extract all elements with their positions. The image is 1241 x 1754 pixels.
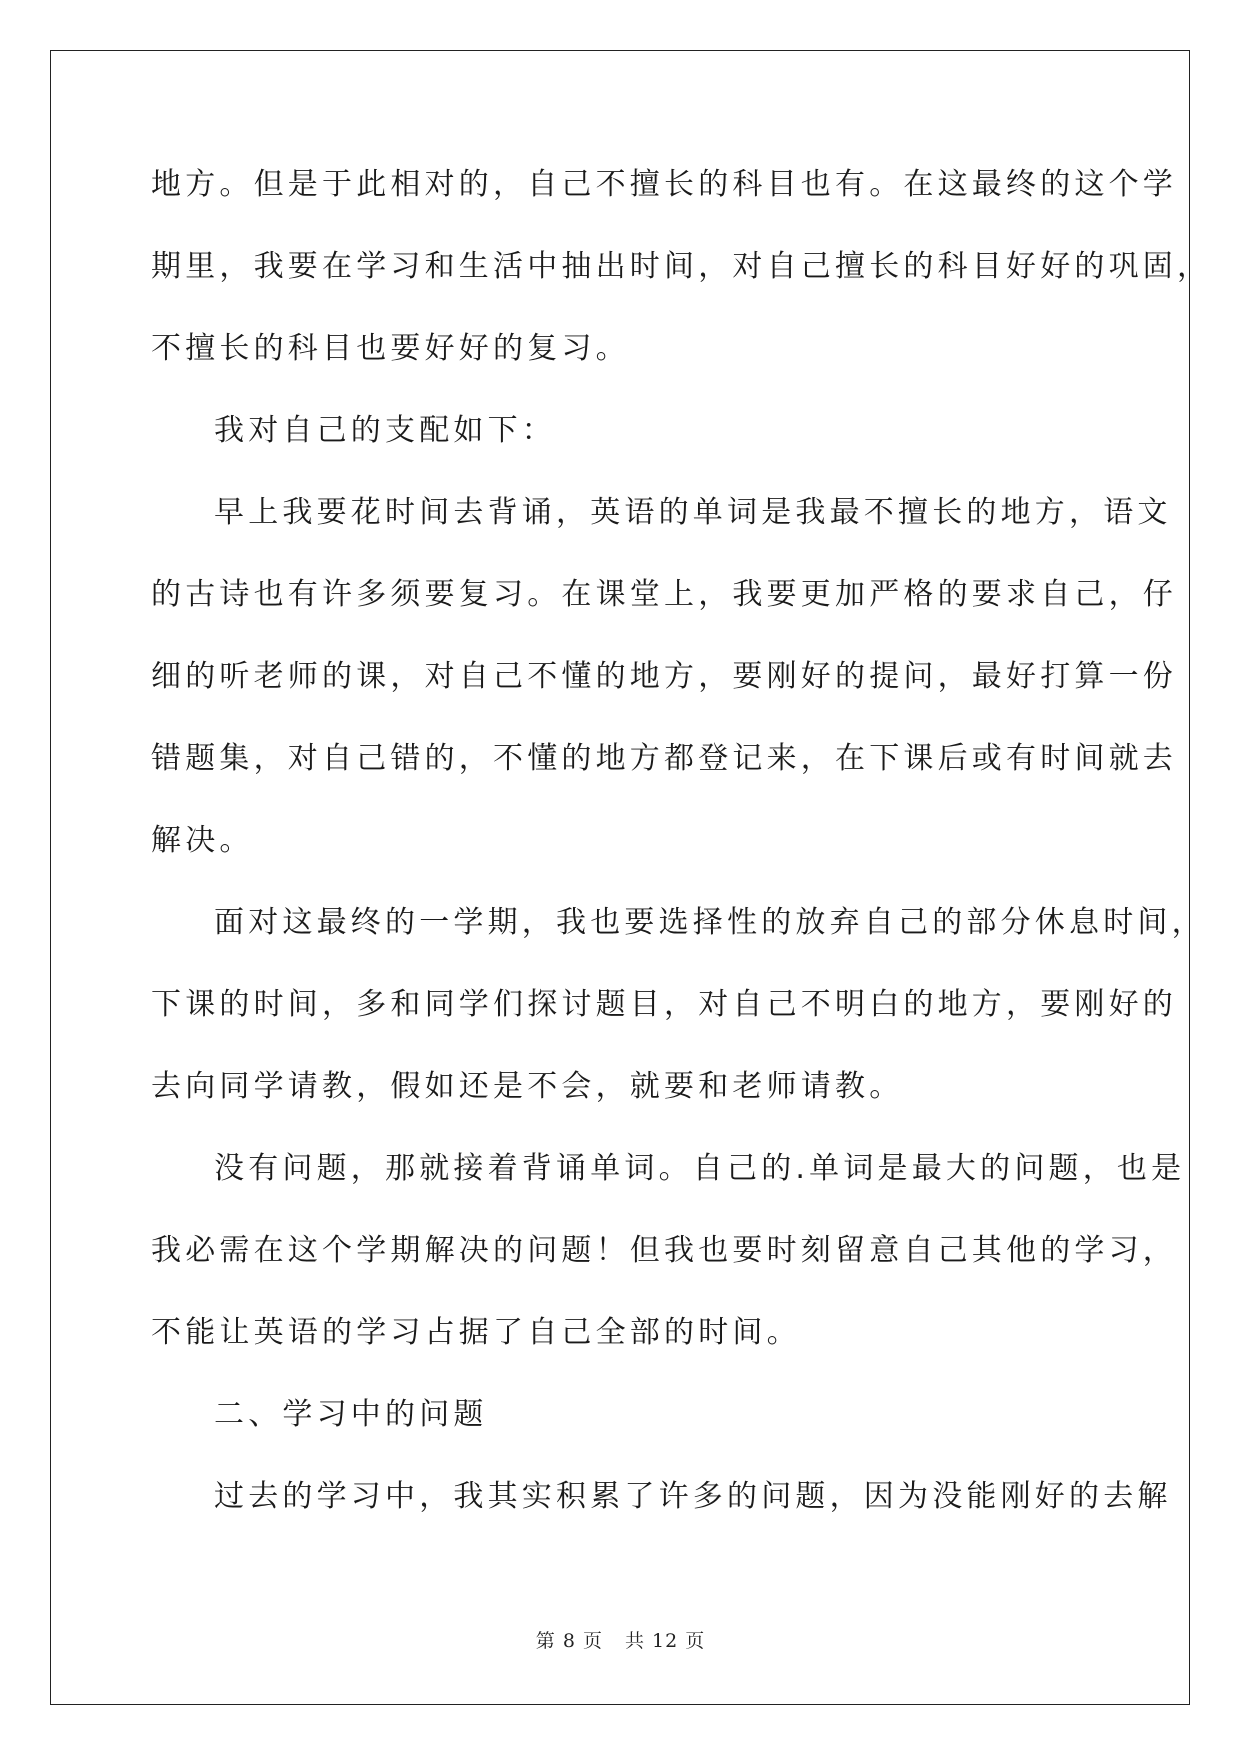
text-line: 错题集，对自己错的，不懂的地方都登记来，在下课后或有时间就去 <box>151 741 1177 776</box>
page-total: 共 12 页 <box>624 1630 706 1652</box>
document-body <box>151 160 1212 1554</box>
text-line: 没有问题，那就接着背诵单词。自己的.单词是最大的问题，也是 <box>214 1151 1186 1186</box>
text-line: 我必需在这个学期解决的问题！但我也要时刻留意自己其他的学习， <box>151 1233 1177 1268</box>
section-heading: 二、学习中的问题 <box>214 1397 488 1432</box>
text-line: 地方。但是于此相对的，自己不擅长的科目也有。在这最终的这个学 <box>151 167 1177 202</box>
text-line: 不能让英语的学习占据了自己全部的时间。 <box>151 1315 801 1350</box>
text-line: 细的听老师的课，对自己不懂的地方，要刚好的提问，最好打算一份 <box>151 659 1177 694</box>
text-line: 的古诗也有许多须要复习。在课堂上，我要更加严格的要求自己，仔 <box>151 577 1177 612</box>
text-line: 下课的时间，多和同学们探讨题目，对自己不明白的地方，要刚好的 <box>151 987 1177 1022</box>
page-number: 第 8 页 <box>535 1630 603 1652</box>
text-line: 去向同学请教，假如还是不会，就要和老师请教。 <box>151 1069 904 1104</box>
text-line: 期里，我要在学习和生活中抽出时间，对自己擅长的科目好好的巩固， <box>151 249 1212 284</box>
text-line: 我对自己的支配如下： <box>214 413 556 448</box>
page-footer <box>0 1626 1241 1653</box>
text-line: 解决。 <box>151 823 254 858</box>
text-line: 面对这最终的一学期，我也要选择性的放弃自己的部分休息时间， <box>214 905 1206 940</box>
text-line: 早上我要花时间去背诵，英语的单词是我最不擅长的地方，语文 <box>214 495 1172 530</box>
text-line: 不擅长的科目也要好好的复习。 <box>151 331 630 366</box>
text-line: 过去的学习中，我其实积累了许多的问题，因为没能刚好的去解 <box>214 1479 1172 1514</box>
